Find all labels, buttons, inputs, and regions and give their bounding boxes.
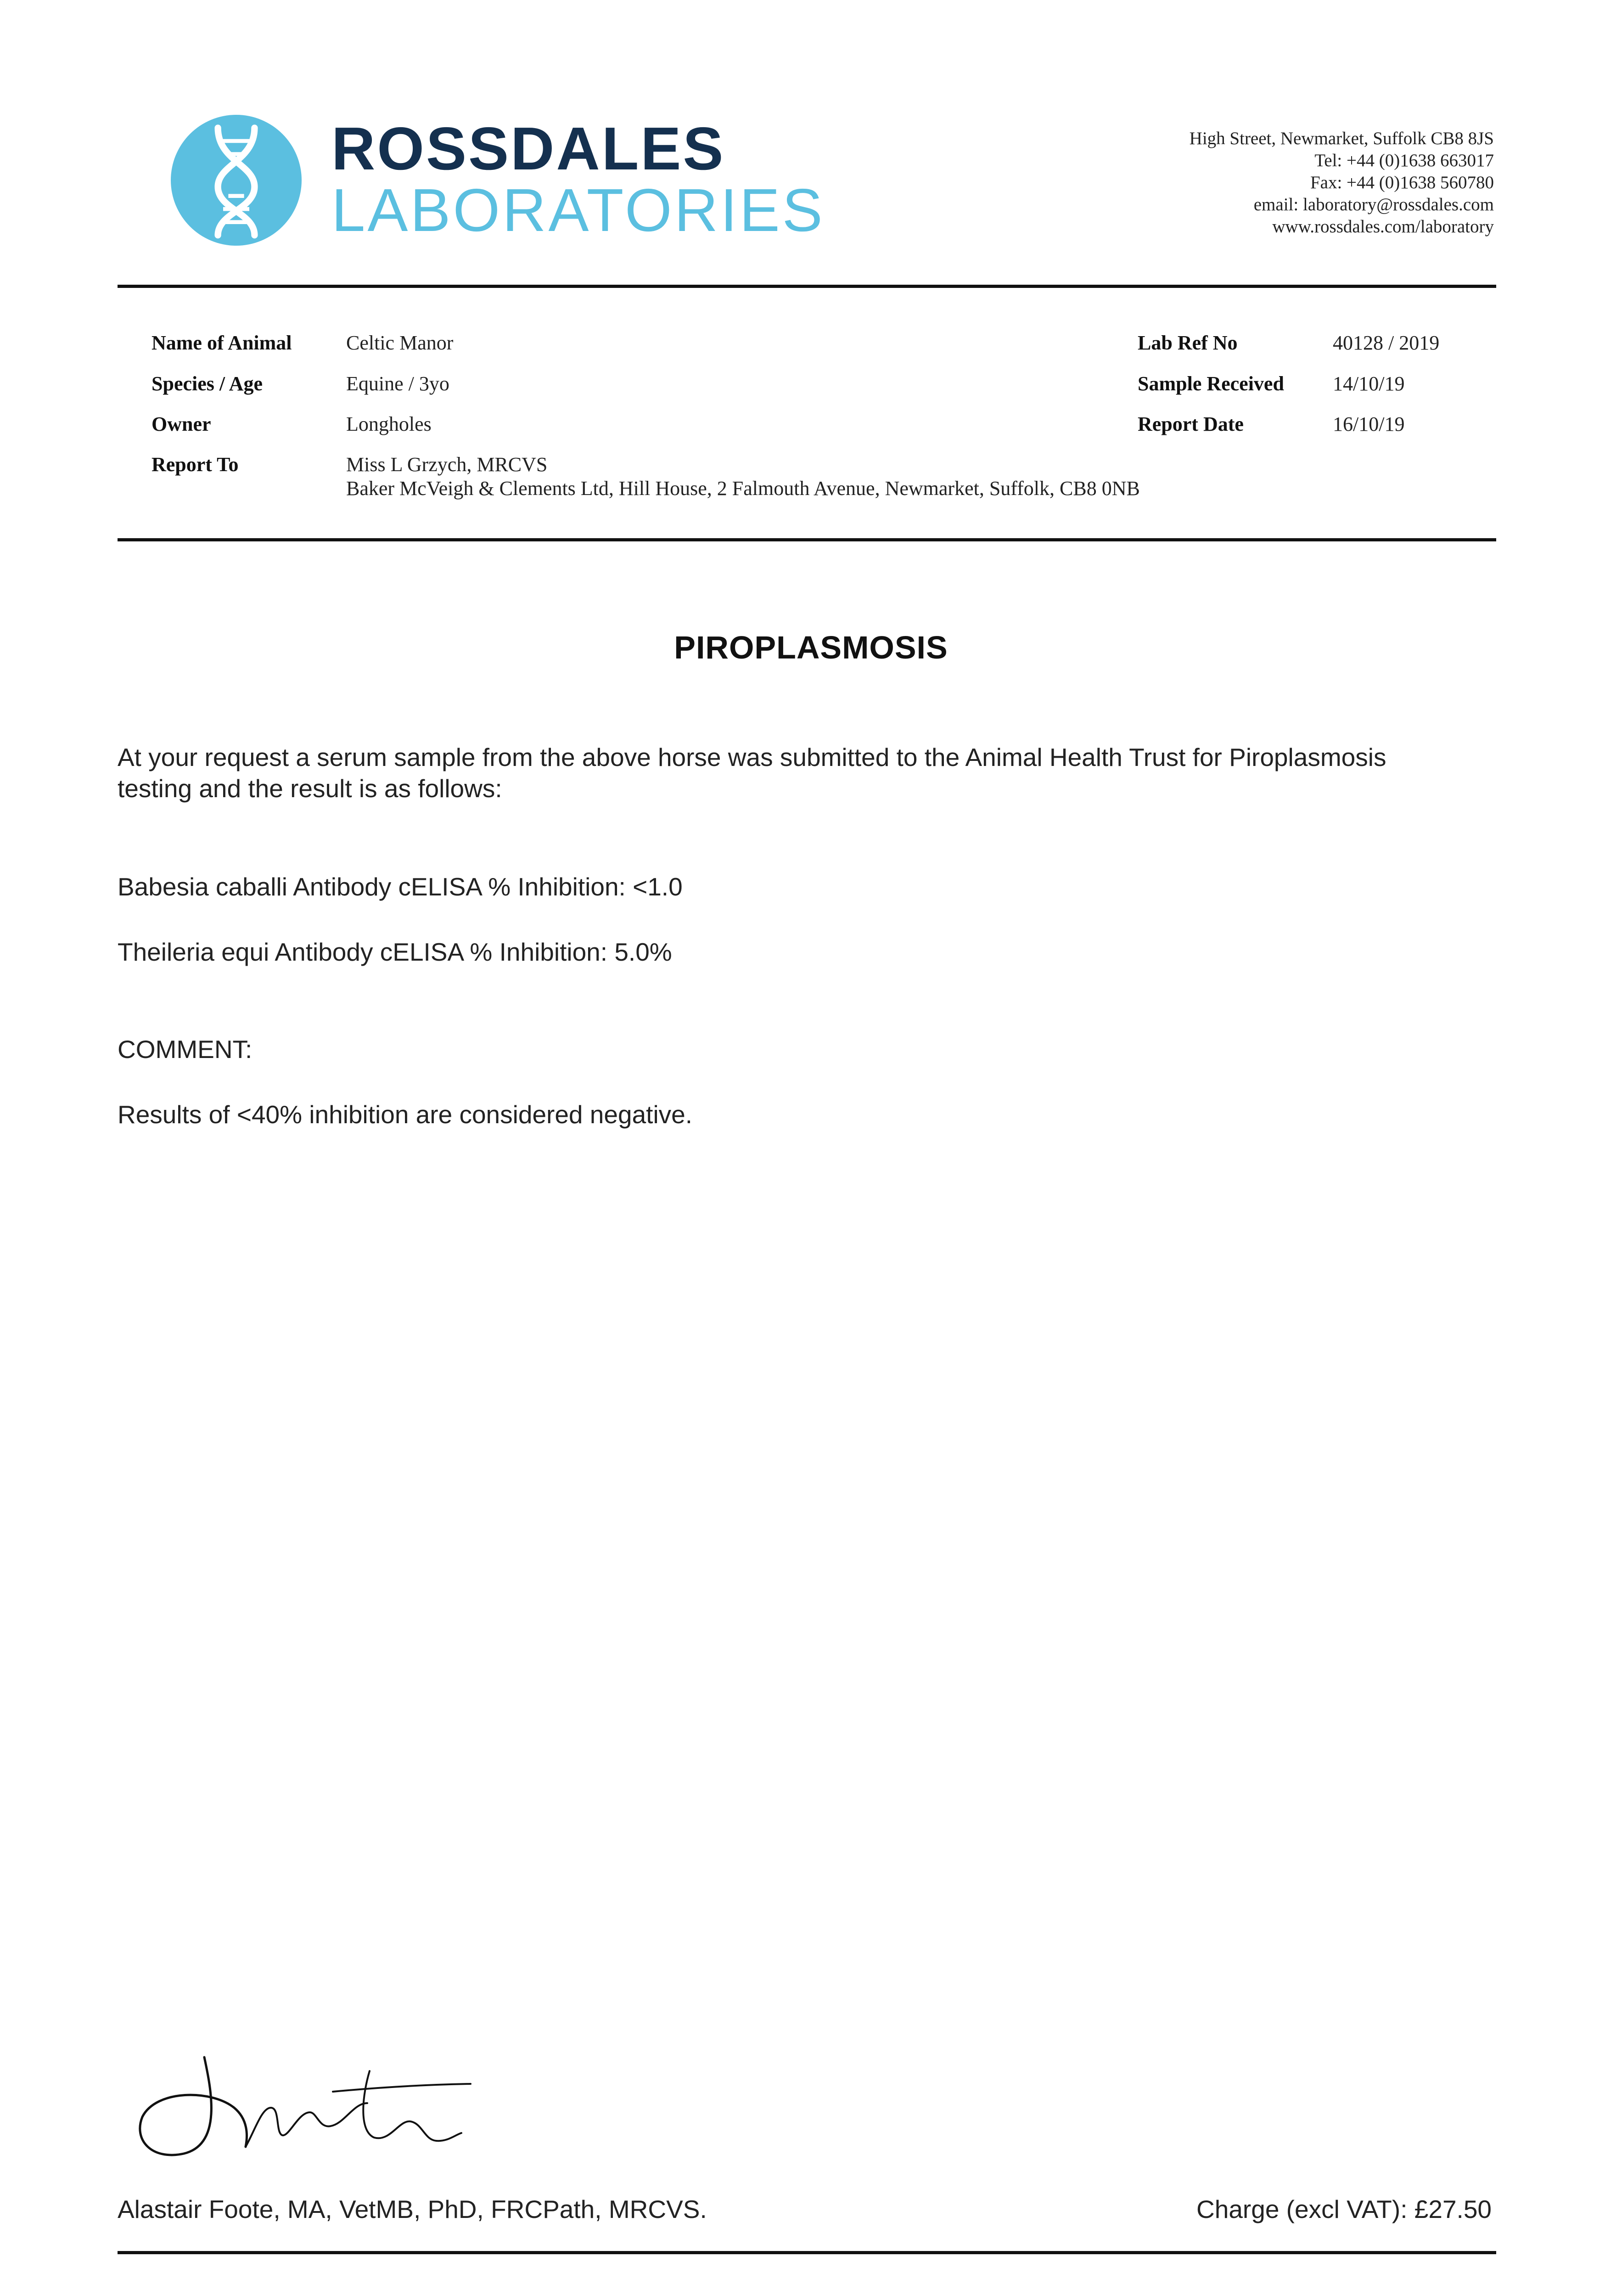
report-date-value: 16/10/19: [1333, 413, 1405, 435]
comment-label: COMMENT:: [118, 1035, 253, 1064]
comment-text: Results of <40% inhibition are considered negative.: [118, 1100, 693, 1129]
sample-received-label: Sample Received: [1138, 372, 1284, 395]
report-to-line1: Miss L Grzych, MRCVS: [346, 453, 548, 476]
report-to-label: Report To: [152, 453, 239, 476]
report-title: PIROPLASMOSIS: [674, 630, 948, 665]
handwritten-signature: [124, 2039, 482, 2167]
info-divider: [118, 538, 1496, 541]
contact-tel: Tel: +44 (0)1638 663017: [1314, 151, 1494, 170]
header-divider: [118, 285, 1496, 288]
intro-line2: testing and the result is as follows:: [118, 774, 502, 803]
name-label: Name of Animal: [152, 332, 292, 354]
contact-fax: Fax: +44 (0)1638 560780: [1310, 173, 1494, 192]
name-value: Celtic Manor: [346, 332, 454, 354]
contact-address: High Street, Newmarket, Suffolk CB8 8JS: [1189, 129, 1494, 148]
sample-received-value: 14/10/19: [1333, 372, 1405, 395]
brand-name-line2: LABORATORIES: [331, 176, 825, 244]
contact-email: email: laboratory@rossdales.com: [1253, 195, 1494, 214]
brand-name-line1: ROSSDALES: [331, 115, 725, 182]
lab-ref-value: 40128 / 2019: [1333, 332, 1440, 354]
species-label: Species / Age: [152, 372, 263, 395]
dna-helix-icon: [171, 115, 302, 246]
owner-value: Longholes: [346, 413, 432, 435]
contact-block: [1190, 128, 1494, 238]
footer-divider: [118, 2251, 1496, 2254]
report-to-line2: Baker McVeigh & Clements Ltd, Hill House, 2 Falmouth Avenue, Newmarket, Suffolk, CB8 0NB: [346, 477, 1140, 500]
charge-text: Charge (excl VAT): £27.50: [1196, 2195, 1492, 2223]
report-date-label: Report Date: [1138, 413, 1244, 435]
result-theileria: Theileria equi Antibody cELISA % Inhibition: 5.0%: [118, 938, 672, 966]
contact-website: www.rossdales.com/laboratory: [1272, 217, 1494, 236]
intro-line1: At your request a serum sample from the above horse was submitted to the Animal Health Trust for Piroplasmosis: [118, 743, 1386, 771]
species-value: Equine / 3yo: [346, 372, 449, 395]
owner-label: Owner: [152, 413, 211, 435]
lab-ref-label: Lab Ref No: [1138, 332, 1238, 354]
result-babesia: Babesia caballi Antibody cELISA % Inhibition: <1.0: [118, 872, 683, 901]
signatory-name: Alastair Foote, MA, VetMB, PhD, FRCPath, MRCVS.: [118, 2195, 707, 2223]
